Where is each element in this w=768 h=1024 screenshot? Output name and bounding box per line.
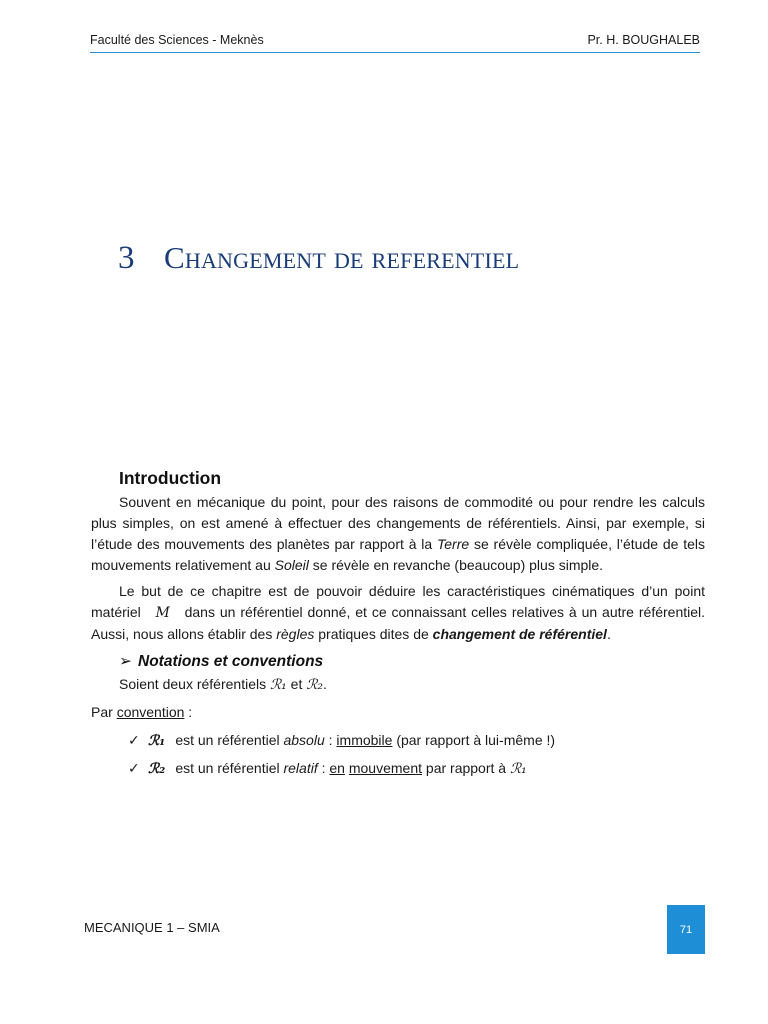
text-run: Soient deux référentiels [119,676,270,692]
text-run: : [317,760,330,776]
math-r2-bold: ℛ₂ [148,761,166,777]
text-run: est un référentiel [175,760,284,776]
math-r1: ℛ₁ [509,761,527,777]
text-run: se révèle compliquée, l’étude de tels mouvements relativement au [91,536,705,573]
text-run: et [286,676,307,692]
chapter-title: Changement de referentiel [164,240,520,275]
math-r1-bold: ℛ₁ [148,733,166,749]
text-run-relatif: relatif [283,760,318,776]
header-divider [90,52,700,53]
text-run: (par rapport à lui-même !) [392,732,556,748]
check-icon: ✓ [128,732,140,748]
text-run-soleil: Soleil [274,557,309,573]
text-run: . [323,676,327,692]
text-run: Le but de ce chapitre est de pouvoir déduire les caractéristiques cinématiques d’un point matériel [91,583,705,620]
intro-paragraph-2 [91,581,705,645]
text-run: est un référentiel [175,732,284,748]
text-run: Souvent en mécanique du point, pour des raisons de commodité ou pour rendre les calculs plus simples, on est amené à effectuer des changements de référentiels. Ainsi, par exemple, si l’étude des mouvements des planètes par rapport à la [91,494,705,552]
page-number-badge: 71 [667,905,705,954]
header-faculty: Faculté des Sciences - Meknès [90,33,264,47]
text-run: se révèle en revanche (beaucoup) plus simple. [308,557,604,573]
math-r1: ℛ₁ [269,677,287,693]
check-icon: ✓ [128,760,140,776]
text-run: : [184,704,193,720]
footer-course: MECANIQUE 1 – SMIA [84,920,220,935]
text-run-regles: règles [276,626,315,642]
text-run-absolu: absolu [283,732,325,748]
text-run-immobile: immobile [336,732,393,748]
text-run: dans un référentiel donné, et ce connaissant celles relatives à un autre référentiel. Aussi, nous allons établir des [91,604,706,642]
page-header [90,33,700,51]
text-run-convention: convention [116,704,185,720]
text-run: . [606,626,611,642]
bullet-item-r1 [128,732,555,749]
arrow-bullet-icon: ➢ [119,653,132,670]
text-run: pratiques dites de [314,626,433,642]
text-run: par rapport à [422,760,510,776]
text-run-terre: Terre [436,536,470,552]
header-author: Pr. H. BOUGHALEB [587,33,700,47]
text-run-changement: changement de référentiel [432,626,607,642]
definition-line [119,676,327,693]
text-run-mouvement: mouvement [348,760,423,776]
math-point-m: M [155,605,170,621]
bullet-item-r2 [128,760,527,777]
intro-paragraph-1 [91,492,705,576]
notations-title: Notations et conventions [138,653,324,670]
subsection-heading-notations [119,652,323,671]
convention-line [91,704,192,720]
math-r2: ℛ₂ [306,677,324,693]
text-run: : [324,732,337,748]
text-run-en: en [329,760,345,776]
text-run: Par [91,704,117,720]
section-heading-introduction: Introduction [119,468,222,488]
chapter-number: 3 [118,240,135,276]
